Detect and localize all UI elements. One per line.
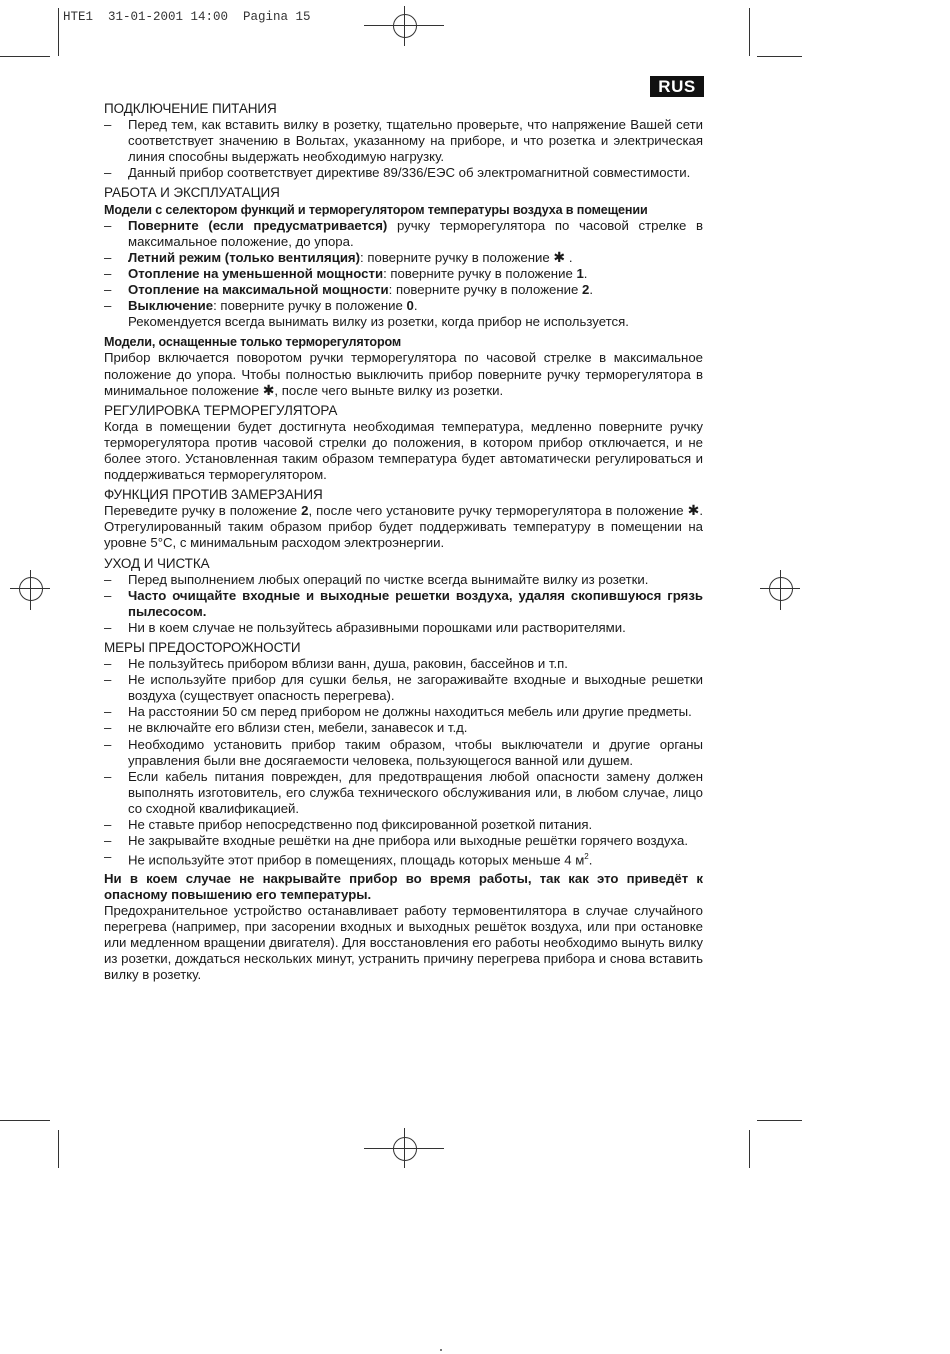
subtitle-selector-models: Модели с селектором функций и терморегулятором температуры воздуха в помещении [104, 202, 648, 217]
list-item-text: Перед выполнением любых операций по чистке всегда вынимайте вилку из розетки. [128, 571, 649, 587]
item-bold: Отопление на уменьшенной мощности [128, 265, 384, 281]
list-item-text: На расстоянии 50 см перед прибором не должны находиться мебель или другие предметы. [128, 704, 692, 720]
list-item: – Не ставьте прибор непосредственно под фиксированной розеткой питания. [104, 817, 593, 833]
section-title-antifreeze: ФУНКЦИЯ ПРОТИВ ЗАМЕРЗАНИЯ [104, 487, 323, 503]
list-item: – На расстоянии 50 см перед прибором не должны находиться мебель или другие предметы. [104, 704, 692, 720]
paragraph: Когда в помещении будет достигнута необходимая температура, медленно поверните ручку терморегулятора против часовой стрелки до положения, в котором прибор отключается, и не более этого. Установленная таким образом температура будет автоматически регулироваться и поддерживаться терморегулятором. [104, 418, 703, 483]
list-item: – Данный прибор соответствует директиве 89/336/ЕЭС об электромагнитной совместимости. [104, 165, 691, 181]
paragraph: Предохранительное устройство останавливает работу термовентилятора в случае случайного перегрева (например, при засорении входных и выходных решёток воздуха, или при остановке или медленном вращении двигателя). Для восстановления его работы необходимо вынуть вилку из розетки, дождаться нескольких минут, устранить причину перегрева прибора и снова вставить вилку в розетку. [104, 902, 703, 983]
note-text: Рекомендуется всегда вынимать вилку из розетки, когда прибор не используется. [128, 314, 629, 330]
list-item: – Летний режим (только вентиляция): поверните ручку в положение ✱ . [104, 248, 573, 265]
manual-content [104, 101, 703, 983]
list-item-text: Не закрывайте входные решётки на дне прибора или выходные решётки горячего воздуха. [128, 833, 689, 849]
registration-circle [769, 577, 793, 601]
paragraph [104, 350, 703, 398]
power-list [104, 117, 703, 181]
list-item-text: Ни в коем случае не пользуйтесь абразивными порошками или растворителями. [128, 619, 626, 635]
paragraph [104, 503, 703, 551]
list-item: – Не пользуйтесь прибором вблизи ванн, душа, раковин, бассейнов и т.п. [104, 656, 568, 672]
position-value: 2 [582, 282, 590, 298]
list-item-text: Перед тем, как вставить вилку в розетку, тщательно проверьте, что напряжение Вашей сети соответствует значению в Вольтах, указанному на приборе, и что розетка и электрическая линия способны выдержать необходимую нагрузку. [128, 117, 703, 165]
list-note [104, 314, 703, 330]
section-title-thermostat: РЕГУЛИРОВКА ТЕРМОРЕГУЛЯТОРА [104, 402, 338, 418]
list-item: – Поверните (если предусматривается) ручку терморегулятора по часовой стрелке в максимальное положение, до упора. [104, 217, 703, 249]
item-after: . [568, 249, 573, 265]
snowflake-icon: ✱ [687, 502, 700, 519]
list-item-text: Не используйте прибор для сушки белья, не загораживайте входные и выходные решетки воздуха (существует опасность перегрева). [128, 672, 703, 704]
print-dot [440, 1349, 442, 1351]
list-item: – Отопление на максимальной мощности: поверните ручку в положение 2. [104, 282, 594, 298]
subtitle-thermostat-only: Модели, оснащенные только терморегулятором [104, 335, 402, 350]
crop-mark [749, 1130, 750, 1168]
item-bold: Отопление на максимальной мощности [128, 282, 389, 298]
section-title-care: УХОД И ЧИСТКА [104, 555, 210, 571]
list-item: – Необходимо установить прибор таким образом, чтобы выключатели и другие органы управления были вне досягаемости человека, пользующегося ванной или душем. [104, 736, 703, 768]
item-bold: Летний режим (только вентиляция) [128, 249, 361, 265]
item-text: : поверните ручку в положение [360, 249, 554, 265]
item-bold: Выключение [128, 298, 214, 314]
list-item: – Перед тем, как вставить вилку в розетку, тщательно проверьте, что напряжение Вашей сети соответствует значению в Вольтах, указанному на приборе, и что розетка и электрическая линия способны выдержать необходимую нагрузку. [104, 117, 703, 165]
crop-mark [757, 56, 802, 57]
list-item-text: не включайте его вблизи стен, мебели, занавесок и т.д. [128, 720, 468, 736]
list-item: – не включайте его вблизи стен, мебели, занавесок и т.д. [104, 720, 468, 736]
snowflake-icon: ✱ [262, 381, 275, 398]
list-item-text: Часто очищайте входные и выходные решетки воздуха, удаляя скопившуюся грязь пылесосом. [128, 587, 703, 619]
registration-circle [393, 14, 417, 38]
crop-mark [0, 1120, 50, 1121]
paragraph-text: . Отрегулированный таким образом прибор будет поддерживать температуру в помещении на уровне 5°C, с минимальным расходом электроэнергии. [104, 503, 703, 551]
item-after: . [583, 265, 588, 281]
list-item: – Не закрывайте входные решётки на дне прибора или выходные решётки горячего воздуха. [104, 833, 689, 849]
list-item: – Не используйте этот прибор в помещениях, площадь которых меньше 4 $м^2$. [104, 849, 593, 868]
list-item: – Выключение: поверните ручку в положение 0. [104, 298, 418, 314]
list-item: – Отопление на уменьшенной мощности: поверните ручку в положение 1. [104, 265, 588, 281]
section-title-operation: РАБОТА И ЭКСПЛУАТАЦИЯ [104, 185, 280, 201]
safety-list [104, 656, 703, 869]
list-item-text: Если кабель питания поврежден, для предотвращения любой опасности замену должен выполнять изготовитель, его служба технического обслуживания или, в любом случае, лицо со сходной квалификацией. [128, 768, 703, 816]
crop-mark [0, 56, 50, 57]
print-slug: HTE1 31-01-2001 14:00 Pagina 15 [63, 10, 311, 24]
list-item: – Часто очищайте входные и выходные решетки воздуха, удаляя скопившуюся грязь пылесосом. [104, 587, 703, 619]
care-list [104, 572, 703, 636]
crop-mark [58, 1130, 59, 1168]
language-badge: RUS [650, 76, 704, 97]
item-text: ручку терморегулятора по часовой стрелке в максимальное положение, до упора. [128, 217, 703, 249]
list-item-text: Данный прибор соответствует директиве 89/336/ЕЭС об электромагнитной совместимости. [128, 165, 691, 181]
crop-mark [749, 8, 750, 56]
list-item: – Если кабель питания поврежден, для предотвращения любой опасности замену должен выполнять изготовитель, его служба технического обслуживания или, в любом случае, лицо со сходной квалификацией. [104, 768, 703, 816]
list-item: – Перед выполнением любых операций по чистке всегда вынимайте вилку из розетки. [104, 571, 649, 587]
paragraph-text: , после чего установите ручку терморегулятора в положение [308, 503, 688, 519]
list-item-text: Не пользуйтесь прибором вблизи ванн, душа, раковин, бассейнов и т.п. [128, 656, 568, 672]
paragraph-text: , после чего выньте вилку из розетки. [274, 382, 504, 398]
item-after: . [413, 298, 418, 314]
fan-icon: ✱ [553, 248, 566, 265]
crop-mark [58, 8, 59, 56]
list-item: – Не используйте прибор для сушки белья, не загораживайте входные и выходные решетки воздуха (существует опасность перегрева). [104, 672, 703, 704]
position-value: 1 [576, 265, 584, 281]
list-item: – Ни в коем случае не пользуйтесь абразивными порошками или растворителями. [104, 619, 626, 635]
list-item-text: Не используйте этот прибор в помещениях, площадь которых меньше 4 м [128, 852, 585, 868]
section-title-safety: МЕРЫ ПРЕДОСТОРОЖНОСТИ [104, 640, 301, 655]
item-bold: Поверните (если предусматривается) [128, 217, 388, 233]
item-text: : поверните ручку в положение [383, 265, 577, 281]
list-item-text: Необходимо установить прибор таким образом, чтобы выключатели и другие органы управления были вне досягаемости человека, пользующегося ванной или душем. [128, 736, 703, 768]
position-value: 0 [406, 298, 414, 314]
position-value: 2 [301, 503, 309, 519]
item-after: . [589, 282, 594, 298]
operation-list [104, 218, 703, 331]
list-item-text: Не ставьте прибор непосредственно под фиксированной розеткой питания. [128, 817, 593, 833]
list-item-text: . [588, 852, 593, 868]
registration-circle [393, 1137, 417, 1161]
registration-circle [19, 577, 43, 601]
item-text: : поверните ручку в положение [213, 298, 407, 314]
section-title-power: ПОДКЛЮЧЕНИЕ ПИТАНИЯ [104, 101, 277, 116]
superscript: 2 [584, 852, 589, 862]
warning-text: Ни в коем случае не накрывайте прибор во время работы, так как это приведёт к опасному повышению его температуры. [104, 870, 703, 902]
paragraph-text: Прибор включается поворотом ручки терморегулятора по часовой стрелке в максимальное положение до упора. Чтобы полностью выключить прибор поверните ручку терморегулятора в минимальное положение [104, 350, 703, 398]
item-text: : поверните ручку в положение [388, 282, 583, 298]
paragraph-text: Переведите ручку в положение [104, 503, 302, 519]
crop-mark [757, 1120, 802, 1121]
